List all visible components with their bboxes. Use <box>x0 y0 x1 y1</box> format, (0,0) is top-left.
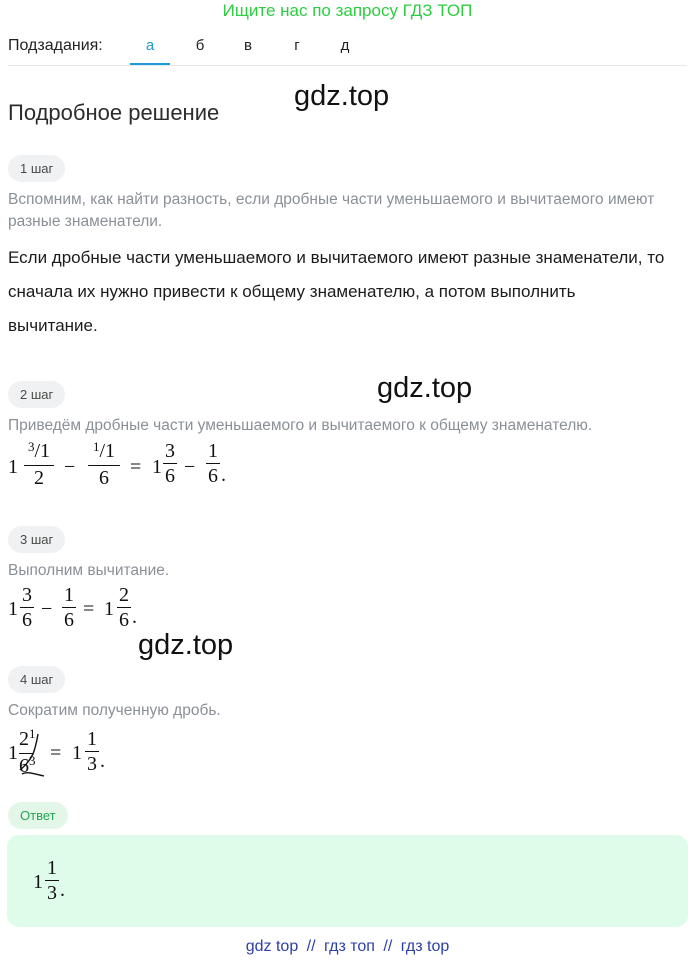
math-numerator: 3 <box>165 440 175 462</box>
math-numerator: 1 <box>64 584 74 606</box>
math-numerator: 1 <box>47 857 57 879</box>
step-3-hint: Выполним вычитание. <box>8 562 170 579</box>
math-minus: − <box>41 598 53 620</box>
math-denominator: 6 <box>119 609 129 632</box>
math-denominator: 6 <box>64 609 74 632</box>
math-dot: . <box>132 606 137 628</box>
footer-link-2[interactable]: гдз топ <box>324 938 375 955</box>
math-sup: 1 <box>29 726 36 741</box>
answer-math <box>7 857 127 913</box>
answer-box <box>7 835 688 927</box>
math-whole: 1 <box>152 456 162 478</box>
math-numerator: 1 <box>105 440 116 462</box>
step-4-badge: 4 шаг <box>8 666 65 693</box>
math-whole: 1 <box>104 598 114 620</box>
step-1-badge: 1 шаг <box>8 155 65 182</box>
math-denominator: 6 <box>165 465 175 488</box>
math-denominator: 6 <box>22 609 32 632</box>
watermark: gdz.top <box>377 372 473 404</box>
math-whole: 1 <box>8 598 18 620</box>
math-numerator: 1 <box>208 440 218 462</box>
tab-v[interactable]: в <box>244 37 252 54</box>
math-slash: / <box>99 440 106 462</box>
math-equals: = <box>50 742 62 764</box>
footer-link-3[interactable]: гдз top <box>400 938 450 955</box>
math-slash: / <box>34 440 41 462</box>
math-sup: 3 <box>29 753 36 769</box>
math-dot: . <box>221 464 226 486</box>
math-denominator: 6 <box>99 467 109 490</box>
math-whole: 1 <box>8 456 18 478</box>
promo-banner: Ищите нас по запросу ГДЗ ТОП <box>222 1 473 20</box>
footer-links <box>0 938 695 956</box>
math-dot: . <box>60 879 65 901</box>
page-title: Подробное решение <box>8 100 220 125</box>
step-4-math <box>0 728 200 784</box>
math-minus: − <box>184 456 196 478</box>
math-numerator: 3 <box>22 584 32 606</box>
math-equals: = <box>83 598 95 620</box>
step-2-math <box>0 440 300 500</box>
math-sup: 3 <box>27 439 35 454</box>
tab-b[interactable]: б <box>195 37 205 54</box>
tab-g[interactable]: г <box>294 37 300 54</box>
math-denominator: 3 <box>87 753 97 776</box>
watermark: gdz.top <box>294 80 390 112</box>
subtasks-label: Подзадания: <box>8 37 103 54</box>
tabs-divider <box>8 65 687 66</box>
math-numerator: 1 <box>87 728 97 750</box>
math-denominator: 3 <box>47 882 57 905</box>
math-numerator: 2 <box>19 728 29 750</box>
math-denominator: 6 <box>19 755 29 778</box>
step-2-badge: 2 шаг <box>8 381 65 408</box>
step-3-badge: 3 шаг <box>8 526 65 553</box>
math-minus: − <box>64 456 76 478</box>
step-1-text: Если дробные части уменьшаемого и вычитаемого имеют разные знаменатели, то сначала их нужно привести к общему знаменателю, а потом выполнить вычитание. <box>8 248 665 335</box>
math-numerator: 2 <box>119 584 129 606</box>
footer-link-1[interactable]: gdz top <box>245 938 299 955</box>
math-numerator: 1 <box>40 440 51 462</box>
footer-separator: // <box>383 938 393 955</box>
tab-d[interactable]: д <box>340 37 350 54</box>
watermark: gdz.top <box>138 629 234 661</box>
math-sup: 1 <box>92 439 100 454</box>
math-whole: 1 <box>72 742 82 764</box>
step-4-hint: Сократим полученную дробь. <box>8 702 221 719</box>
step-1-hint: Вспомним, как найти разность, если дробные части уменьшаемого и вычитаемого имеют разные знаменатели. <box>8 191 655 230</box>
strike-through-mark <box>16 730 46 780</box>
math-denominator: 2 <box>34 467 44 490</box>
answer-badge: Ответ <box>8 802 68 829</box>
math-whole: 1 <box>8 742 18 764</box>
math-dot: . <box>100 750 105 772</box>
tab-a[interactable]: а <box>145 37 155 54</box>
math-whole: 1 <box>33 871 43 893</box>
step-2-hint: Приведём дробные части уменьшаемого и вычитаемого к общему знаменателю. <box>8 417 593 434</box>
math-denominator: 6 <box>208 465 218 488</box>
step-3-math <box>0 584 200 644</box>
footer-separator: // <box>306 938 316 955</box>
math-equals: = <box>130 456 142 478</box>
